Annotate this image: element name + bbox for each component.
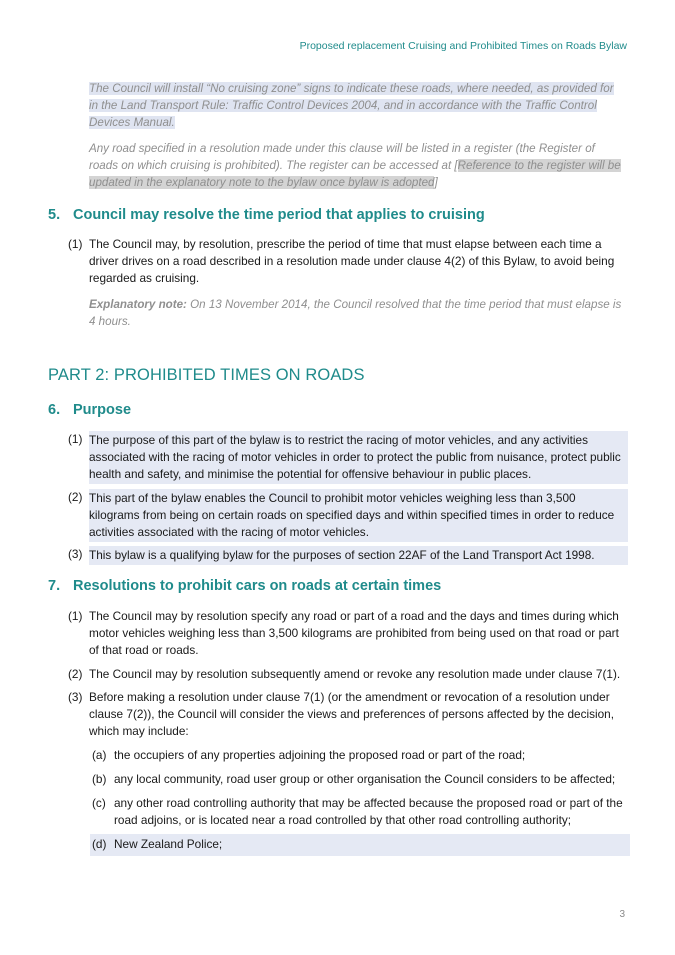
subclause-letter: (b) <box>92 772 107 786</box>
section-7-subclause-d <box>90 834 630 856</box>
note-register-intro: Any road specified in a resolution made under this clause will be listed in a register (the Register of roads on which cruising is prohibited). The register can be accessed at <box>89 142 595 172</box>
clause-text: This bylaw is a qualifying bylaw for the purposes of section 22AF of the Land Transport Act 1998. <box>89 546 628 565</box>
clause-text: The Council may, by resolution, prescribe the period of time that must elapse between each time a driver drives on a road described in a resolution made under clause 4(2) of this Bylaw, to avoid being regarded as cruising. <box>89 237 615 285</box>
note-signs-text: The Council will install “No cruising zone” signs to indicate these roads, where needed, as provided for in the Land Transport Rule: Traffic Control Devices 2004, and in accordance with the Traffic Control Devices Manual. <box>89 82 614 129</box>
section-5-clause-1 <box>68 236 628 287</box>
clause-number: (3) <box>68 690 83 704</box>
section-7-number: 7. <box>48 578 61 594</box>
note-register-bracket-open: [ <box>454 159 458 172</box>
clause-number: (1) <box>68 432 83 446</box>
section-7-clause-1 <box>68 608 628 659</box>
section-7-subclause-c <box>92 795 628 829</box>
section-7-subclause-b <box>92 771 628 788</box>
part-2-heading: PART 2: PROHIBITED TIMES ON ROADS <box>48 366 365 384</box>
clause-text: The Council may by resolution specify any road or part of a road and the days and times during which motor vehicles weighing less than 3,500 kilograms are prohibited from being used on that road or part of that road or roads. <box>89 609 619 657</box>
subclause-text: New Zealand Police; <box>114 837 223 851</box>
running-header: Proposed replacement Cruising and Prohibited Times on Roads Bylaw <box>299 40 627 52</box>
note-register-placeholder: Reference to the register will be updated in the explanatory note to the bylaw once bylaw is adopted <box>89 159 621 189</box>
section-5-explanatory-note <box>89 296 625 330</box>
section-6-clause-2 <box>68 489 628 542</box>
subclause-text: any other road controlling authority that may be affected because the proposed road or part of the road adjoins, or is located near a road controlled by that other road controlling authority; <box>114 796 623 827</box>
explanatory-note-label: Explanatory note: <box>89 298 187 311</box>
section-5-title: Council may resolve the time period that applies to cruising <box>73 207 485 223</box>
section-7-clause-2 <box>68 666 628 683</box>
subclause-letter: (c) <box>92 796 106 810</box>
section-5-heading <box>48 207 485 223</box>
page-number: 3 <box>619 909 625 920</box>
section-6-heading <box>48 402 131 418</box>
section-6-title: Purpose <box>73 402 132 418</box>
note-register <box>89 140 625 191</box>
note-register-bracket-close: ] <box>434 176 438 189</box>
section-7-subclause-a <box>92 747 628 764</box>
subclause-text: any local community, road user group or other organisation the Council considers to be affected; <box>114 772 616 786</box>
section-5-number: 5. <box>48 207 61 223</box>
clause-text: The Council may by resolution subsequently amend or revoke any resolution made under clause 7(1). <box>89 667 621 681</box>
section-6-clause-3 <box>68 546 628 565</box>
clause-number: (1) <box>68 237 83 251</box>
section-7-heading <box>48 578 441 594</box>
clause-number: (1) <box>68 609 83 623</box>
explanatory-note-text: On 13 November 2014, the Council resolved that the time period that must elapse is 4 hours. <box>89 298 622 328</box>
section-6-clause-1 <box>68 431 628 484</box>
clause-text: Before making a resolution under clause 7(1) (or the amendment or revocation of a resolution under clause 7(2)), the Council will consider the views and preferences of persons affected by the decision, which may include: <box>89 690 615 738</box>
subclause-letter: (d) <box>92 837 107 851</box>
subclause-letter: (a) <box>92 748 107 762</box>
clause-text: The purpose of this part of the bylaw is to restrict the racing of motor vehicles, and any activities associated with the racing of motor vehicles in order to protect the public from nuisance, protect public health and safety, and minimise the potential for offensive behaviour in public places. <box>89 431 628 484</box>
clause-number: (2) <box>68 490 83 504</box>
subclause-text: the occupiers of any properties adjoining the proposed road or part of the road; <box>114 748 526 762</box>
section-7-title: Resolutions to prohibit cars on roads at certain times <box>73 578 442 594</box>
clause-number: (2) <box>68 667 83 681</box>
note-cruising-signs <box>89 80 625 131</box>
clause-text: This part of the bylaw enables the Council to prohibit motor vehicles weighing less than 3,500 kilograms from being on certain roads on specified days and within specified times in order to reduce activities associated with the racing of motor vehicles. <box>89 489 628 542</box>
clause-number: (3) <box>68 547 83 561</box>
section-6-number: 6. <box>48 402 61 418</box>
section-7-clause-3 <box>68 689 628 740</box>
